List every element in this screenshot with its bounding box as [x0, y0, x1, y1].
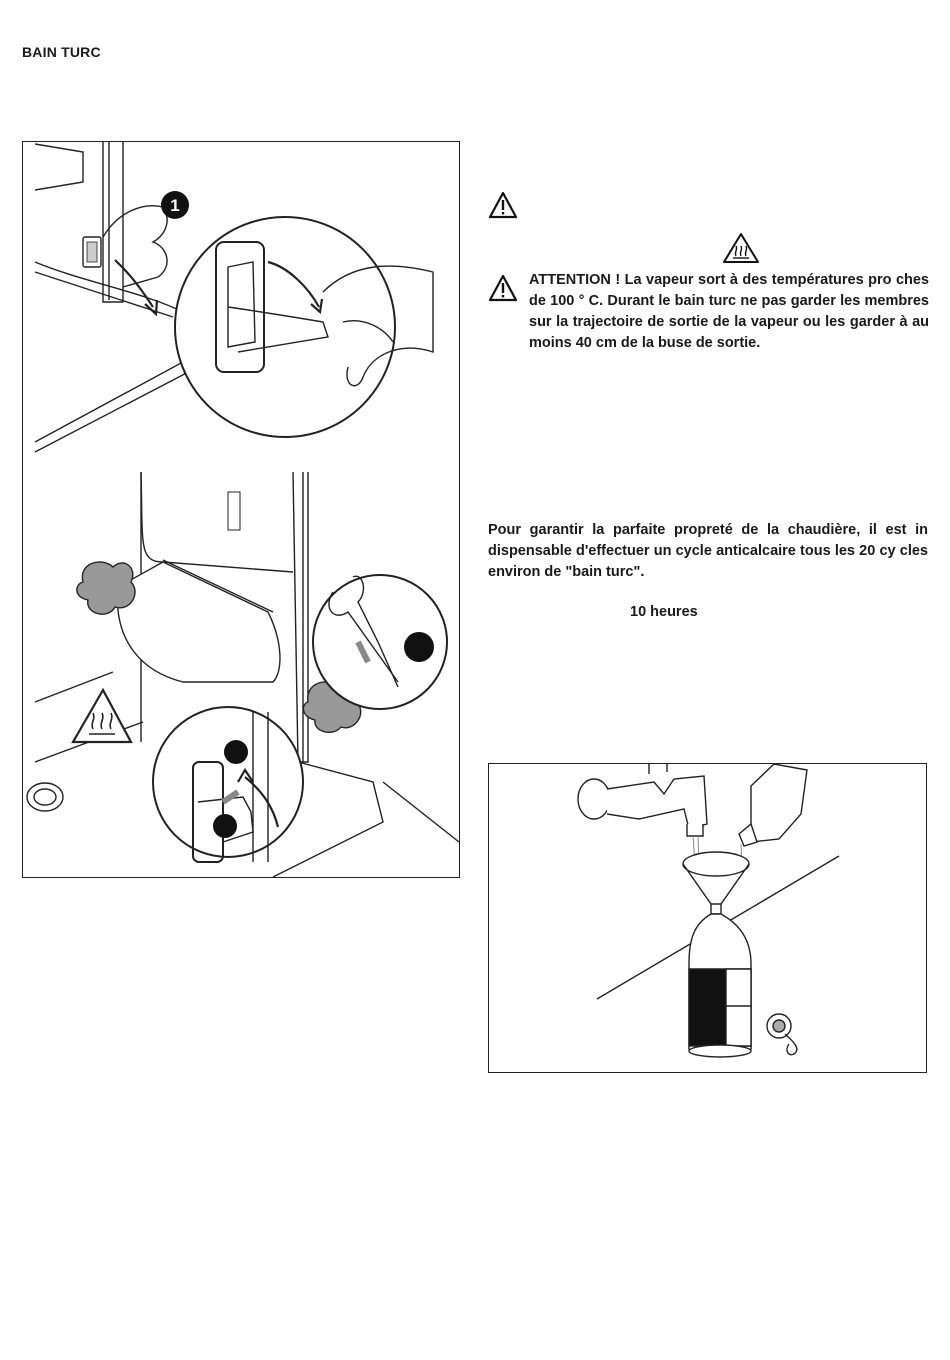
descaling-instructions: Pour garantir la parfaite propreté de la chaudière, il est in dispensable d'effectuer un cycle anticalcaire tous les 20 cy cles environ de "bain turc". — [488, 522, 928, 580]
attention-warning-icon — [488, 274, 518, 302]
hot-surface-warning-icon — [722, 232, 760, 264]
warning-triangle-icon — [488, 191, 518, 219]
page-title: BAIN TURC — [22, 44, 101, 60]
descaling-solution-illustration — [488, 763, 927, 1073]
steam-outlet-illustration — [22, 141, 460, 878]
attention-warning-text: ATTENTION ! La vapeur sort à des températures pro ches de 100 ° C. Durant le bain turc ne pas garder les membres sur la trajectoire de sortie de la vapeur ou les garder à au moins 40 cm de la buse de sortie. — [529, 272, 929, 351]
svg-text:1: 1 — [170, 196, 180, 215]
descaling-duration: 10 heures — [630, 604, 698, 620]
